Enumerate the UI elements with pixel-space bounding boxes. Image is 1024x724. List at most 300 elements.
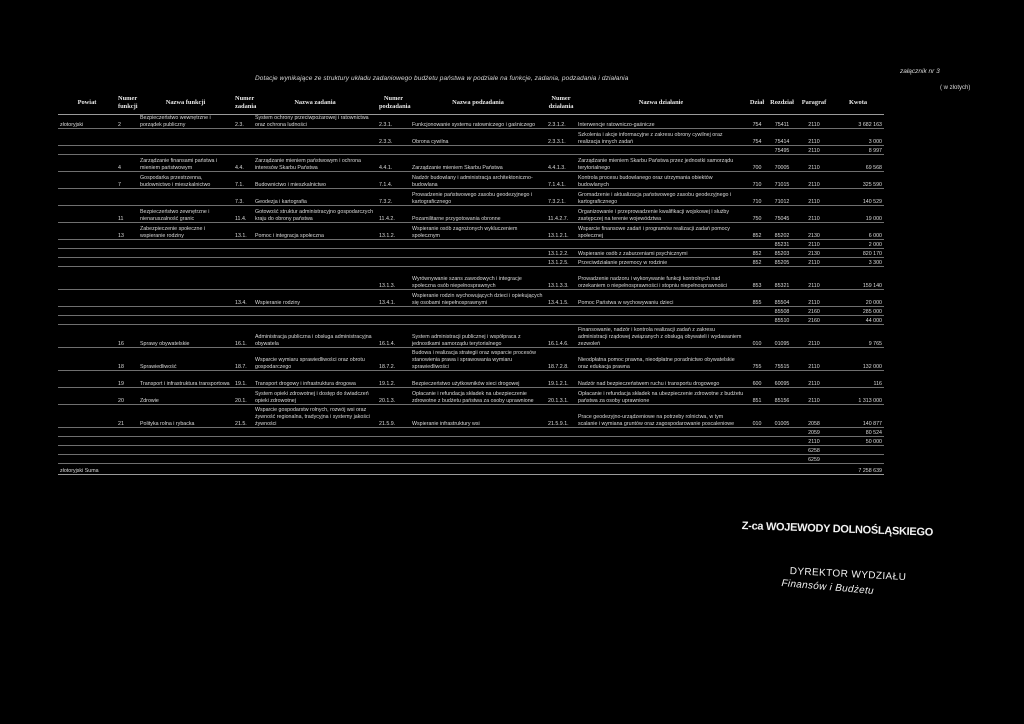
table-cell: 71015 xyxy=(768,172,796,189)
table-row xyxy=(58,206,884,223)
table-cell: 2110 xyxy=(796,172,832,189)
table-cell: 4 xyxy=(116,155,138,172)
table-cell: Wspieranie infrastruktury wsi xyxy=(410,405,546,428)
table-cell xyxy=(768,455,796,464)
table-cell: Wspieranie rodziny xyxy=(253,290,377,307)
table-cell xyxy=(233,307,253,316)
table-row xyxy=(58,129,884,146)
table-cell xyxy=(58,155,116,172)
table-cell: 18.7.2.8. xyxy=(546,348,576,371)
table-cell xyxy=(116,455,138,464)
table-cell: Zarządzanie mieniem Skarbu Państwa przez jednostki samorządu terytorialnego xyxy=(576,155,746,172)
table-cell: 010 xyxy=(746,325,768,348)
header-cell: Nazwa zadania xyxy=(253,92,377,115)
table-cell: 11 xyxy=(116,206,138,223)
table-cell: Nadzór budowlany i administracja architektoniczno-budowlana xyxy=(410,172,546,189)
table-cell xyxy=(58,290,116,307)
table-cell: 20.1.3. xyxy=(377,388,410,405)
table-cell xyxy=(253,249,377,258)
table-cell: 69 568 xyxy=(832,155,884,172)
table-cell xyxy=(746,307,768,316)
table-row xyxy=(58,290,884,307)
table-cell: 21 xyxy=(116,405,138,428)
table-cell: 11.4. xyxy=(233,206,253,223)
table-cell xyxy=(233,316,253,325)
table-cell xyxy=(377,437,410,446)
stamp-line-director: DYREKTOR WYDZIAŁU xyxy=(789,566,907,584)
table-cell: 2130 xyxy=(796,223,832,240)
table-cell xyxy=(233,258,253,267)
table-cell xyxy=(410,455,546,464)
table-cell: Wyrównywanie szans zawodowych i integracje społeczna osób niepełnosprawnych xyxy=(410,267,546,290)
table-cell: Opłacanie i refundacja składek na ubezpieczenie zdrowotne z budżetu państwa za osoby uprawnione xyxy=(410,388,546,405)
table-cell: 85205 xyxy=(768,258,796,267)
table-cell: Zarządzanie finansami państwa i mieniem państwowym xyxy=(138,155,233,172)
table-cell: 1 313 000 xyxy=(832,388,884,405)
table-cell: Nadzór nad bezpieczeństwem ruchu i transportu drogowego xyxy=(576,371,746,388)
document-title: Dotacje wynikające ze struktury układu zadaniowego budżetu państwa w podziale na funkcje, zadania, podzadania i działania xyxy=(255,75,629,82)
table-cell: Wsparcie wymiaru sprawiedliwości oraz obrotu gospodarczego xyxy=(253,348,377,371)
table-row xyxy=(58,455,884,464)
header-cell: Nazwa funkcji xyxy=(138,92,233,115)
table-cell xyxy=(138,307,233,316)
table-cell: 19.1.2. xyxy=(377,371,410,388)
table-cell xyxy=(58,405,116,428)
table-cell xyxy=(410,446,546,455)
table-row xyxy=(58,155,884,172)
table-cell: 20.1.3.1. xyxy=(546,388,576,405)
table-cell: Finansowanie, nadzór i kontrola realizacji zadań z zakresu administracji rządowej związanych z obsługą obywateli i wydawaniem zezwoleń xyxy=(576,325,746,348)
table-cell xyxy=(768,428,796,437)
table-cell: Bezpieczeństwo użytkowników sieci drogowej xyxy=(410,371,546,388)
table-cell: 13.1.2.2. xyxy=(546,249,576,258)
table-row xyxy=(58,325,884,348)
table-cell: 852 xyxy=(746,258,768,267)
table-cell: 7.3.2.1. xyxy=(546,189,576,206)
table-cell xyxy=(576,464,746,475)
table-cell xyxy=(377,316,410,325)
table-cell: 7.1.4. xyxy=(377,172,410,189)
table-cell: 13.4. xyxy=(233,290,253,307)
table-cell xyxy=(546,428,576,437)
table-cell: Gromadzenie i aktualizacja państwowego zasobu geodezyjnego i kartograficznego xyxy=(576,189,746,206)
table-cell: Wsparcie finansowe zadań i programów realizacji zadań pomocy społecznej xyxy=(576,223,746,240)
table-cell: 2110 xyxy=(796,267,832,290)
table-cell: Zdrowie xyxy=(138,388,233,405)
table-cell xyxy=(746,446,768,455)
table-cell xyxy=(377,307,410,316)
table-cell: 4.4.1.3. xyxy=(546,155,576,172)
table-cell: 600 xyxy=(746,371,768,388)
table-cell: 010 xyxy=(746,405,768,428)
table-cell xyxy=(410,464,546,475)
table-cell: Gotowość struktur administracyjno gospodarczych kraju do obrony państwa xyxy=(253,206,377,223)
table-cell: 7.3. xyxy=(233,189,253,206)
table-row xyxy=(58,115,884,129)
table-cell xyxy=(116,428,138,437)
table-cell xyxy=(58,428,116,437)
table-cell: 2160 xyxy=(796,307,832,316)
table-cell xyxy=(377,258,410,267)
table-cell xyxy=(58,206,116,223)
table-cell: Zabezpieczenie społeczne i wspieranie rodziny xyxy=(138,223,233,240)
header-cell: Dział xyxy=(746,92,768,115)
table-cell: 13.4.1. xyxy=(377,290,410,307)
table-cell: Wspieranie rodzin wychowujących dzieci i opiekujących się osobami niepełnosprawnymi xyxy=(410,290,546,307)
header-cell: Powiat xyxy=(58,92,116,115)
table-cell: 18.7. xyxy=(233,348,253,371)
table-cell: Funkcjonowanie systemu ratowniczego i gaśniczego xyxy=(410,115,546,129)
table-cell: 75045 xyxy=(768,206,796,223)
table-cell: 2110 xyxy=(796,388,832,405)
table-cell xyxy=(768,464,796,475)
table-cell: Wsparcie gospodarstw rolnych, rozwój wsi oraz żywność regionalna, tradycyjna i systemy jakości żywności xyxy=(253,405,377,428)
table-cell xyxy=(138,464,233,475)
table-cell xyxy=(253,428,377,437)
table-cell: Nieodpłatna pomoc prawna, nieodpłatne poradnictwo obywatelskie oraz edukacja prawna xyxy=(576,348,746,371)
table-cell xyxy=(768,446,796,455)
table-cell xyxy=(58,129,116,146)
table-cell xyxy=(58,348,116,371)
table-cell: 754 xyxy=(746,129,768,146)
table-row xyxy=(58,428,884,437)
table-cell xyxy=(576,316,746,325)
table-cell: 2 xyxy=(116,115,138,129)
table-cell: 2110 xyxy=(796,371,832,388)
table-cell xyxy=(410,249,546,258)
table-cell: 2110 xyxy=(796,348,832,371)
table-cell xyxy=(116,446,138,455)
table-cell xyxy=(138,146,233,155)
table-cell xyxy=(546,437,576,446)
table-cell xyxy=(138,240,233,249)
table-row xyxy=(58,316,884,325)
table-cell: 21.5. xyxy=(233,405,253,428)
table-cell: 75495 xyxy=(768,146,796,155)
table-cell xyxy=(233,446,253,455)
table-cell: 20.1. xyxy=(233,388,253,405)
table-cell: 19 000 xyxy=(832,206,884,223)
table-cell: 140 529 xyxy=(832,189,884,206)
table-cell: 852 xyxy=(746,249,768,258)
table-cell xyxy=(138,189,233,206)
table-cell xyxy=(138,249,233,258)
table-cell: 7 258 639 xyxy=(832,464,884,475)
table-row xyxy=(58,388,884,405)
table-cell: System opieki zdrowotnej i dostęp do świadczeń opieki zdrowotnej xyxy=(253,388,377,405)
table-cell: 159 140 xyxy=(832,267,884,290)
table-cell: Obrona cywilna xyxy=(410,129,546,146)
table-cell: Zarządzanie mieniem państwowym i ochrona interesów Skarbu Państwa xyxy=(253,155,377,172)
table-cell: Transport i infrastruktura transportowa xyxy=(138,371,233,388)
table-row xyxy=(58,172,884,189)
table-cell xyxy=(377,240,410,249)
table-cell: 11.4.2. xyxy=(377,206,410,223)
table-cell: 13.1. xyxy=(233,223,253,240)
table-cell: 2110 xyxy=(796,437,832,446)
table-cell: 2.3.1. xyxy=(377,115,410,129)
table-cell xyxy=(410,258,546,267)
table-cell: 700 xyxy=(746,155,768,172)
table-cell xyxy=(233,129,253,146)
table-cell xyxy=(576,307,746,316)
table-cell xyxy=(546,240,576,249)
table-cell: 2110 xyxy=(796,206,832,223)
table-row xyxy=(58,146,884,155)
table-cell: System ochrony przeciwpożarowej i ratownictwa oraz ochrona ludności xyxy=(253,115,377,129)
table-cell xyxy=(116,464,138,475)
table-cell: 285 000 xyxy=(832,307,884,316)
table-cell: 116 xyxy=(832,371,884,388)
table-cell: 19.1. xyxy=(233,371,253,388)
table-cell xyxy=(546,316,576,325)
table-cell xyxy=(233,240,253,249)
table-cell: 132 000 xyxy=(832,348,884,371)
table-cell: Administracja publiczna i obsługa administracyjna obywatela xyxy=(253,325,377,348)
grants-table xyxy=(58,92,884,475)
table-cell: Prowadzenie nadzoru i wykonywanie funkcji kontrolnych nad orzekaniem o niepełnosprawności i stopniu niepełnosprawności xyxy=(576,267,746,290)
table-cell xyxy=(58,223,116,240)
table-cell xyxy=(746,428,768,437)
table-cell xyxy=(377,146,410,155)
table-cell xyxy=(410,307,546,316)
table-cell: 3 682 163 xyxy=(832,115,884,129)
table-cell: 85321 xyxy=(768,267,796,290)
table-cell: Bezpieczeństwo zewnętrzne i nienaruszalność granic xyxy=(138,206,233,223)
table-cell: 3 300 xyxy=(832,258,884,267)
table-cell: 2160 xyxy=(796,316,832,325)
table-row xyxy=(58,446,884,455)
table-cell xyxy=(116,240,138,249)
table-cell xyxy=(58,437,116,446)
table-cell: 18.7.2. xyxy=(377,348,410,371)
table-cell: 75414 xyxy=(768,129,796,146)
table-cell: 140 877 xyxy=(832,405,884,428)
table-cell: 71012 xyxy=(768,189,796,206)
table-cell: Szkolenia i akcje informacyjne z zakresu obrony cywilnej oraz realizacja innych zadań xyxy=(576,129,746,146)
table-cell: Pomoc Państwa w wychowywaniu dzieci xyxy=(576,290,746,307)
table-cell xyxy=(58,267,116,290)
table-cell: 754 xyxy=(746,115,768,129)
table-cell xyxy=(253,316,377,325)
table-cell xyxy=(138,258,233,267)
table-cell xyxy=(746,146,768,155)
table-cell xyxy=(253,240,377,249)
table-cell xyxy=(116,189,138,206)
table-cell: Gospodarka przestrzenna, budownictwo i mieszkalnictwo xyxy=(138,172,233,189)
table-row xyxy=(58,258,884,267)
table-cell: Interwencje ratowniczo-gaśnicze xyxy=(576,115,746,129)
table-cell: 2110 xyxy=(796,146,832,155)
table-cell xyxy=(138,437,233,446)
table-cell xyxy=(546,464,576,475)
table-cell: 21.5.9.1. xyxy=(546,405,576,428)
table-cell xyxy=(233,455,253,464)
header-cell: Numer zadania xyxy=(233,92,253,115)
header-cell: Numer działania xyxy=(546,92,576,115)
table-cell: 13.1.2.5. xyxy=(546,258,576,267)
table-row xyxy=(58,437,884,446)
table-cell xyxy=(138,290,233,307)
table-cell: 11.4.2.7. xyxy=(546,206,576,223)
table-cell xyxy=(253,129,377,146)
header-cell: Numer podzadania xyxy=(377,92,410,115)
table-cell xyxy=(576,240,746,249)
table-cell xyxy=(116,290,138,307)
table-cell: System administracji publicznej i współpraca z jednostkami samorządu terytorialnego xyxy=(410,325,546,348)
table-cell: Pomoc i integracja społeczna xyxy=(253,223,377,240)
table-cell: 85510 xyxy=(768,316,796,325)
table-cell xyxy=(138,316,233,325)
table-cell: 19 xyxy=(116,371,138,388)
table-cell xyxy=(58,258,116,267)
table-cell xyxy=(253,146,377,155)
table-cell: 60095 xyxy=(768,371,796,388)
table-cell: 85504 xyxy=(768,290,796,307)
header-cell: Rozdział xyxy=(768,92,796,115)
table-cell xyxy=(410,428,546,437)
table-cell xyxy=(58,249,116,258)
table-cell: 853 xyxy=(746,267,768,290)
table-cell: 852 xyxy=(746,223,768,240)
table-cell: 6258 xyxy=(796,446,832,455)
table-cell: 44 000 xyxy=(832,316,884,325)
table-cell: 9 765 xyxy=(832,325,884,348)
table-cell: 2058 xyxy=(796,405,832,428)
table-cell: 18 xyxy=(116,348,138,371)
table-cell: 325 590 xyxy=(832,172,884,189)
table-cell xyxy=(253,307,377,316)
table-cell xyxy=(377,446,410,455)
table-cell: 20 000 xyxy=(832,290,884,307)
table-cell: 750 xyxy=(746,206,768,223)
table-cell xyxy=(116,146,138,155)
table-cell xyxy=(576,428,746,437)
table-cell: Wspieranie osób z zaburzeniami psychicznymi xyxy=(576,249,746,258)
table-cell xyxy=(58,325,116,348)
table-cell xyxy=(58,189,116,206)
table-row xyxy=(58,307,884,316)
table-cell xyxy=(116,307,138,316)
table-cell xyxy=(253,437,377,446)
table-row xyxy=(58,464,884,475)
stamp-line-deputy: Z-ca WOJEWODY DOLNOŚLĄSKIEGO xyxy=(741,520,934,539)
table-cell: 85202 xyxy=(768,223,796,240)
table-cell: Budowa i realizacja strategii oraz wsparcie procesów stanowienia prawa i sprawowania wymiaru sprawiedliwości xyxy=(410,348,546,371)
header-cell: Nazwa działanie xyxy=(576,92,746,115)
table-cell: Budownictwo i mieszkalnictwo xyxy=(253,172,377,189)
table-cell: 50 000 xyxy=(832,437,884,446)
table-cell: 13 xyxy=(116,223,138,240)
table-cell: 4.4. xyxy=(233,155,253,172)
table-cell: 7 xyxy=(116,172,138,189)
table-cell: 16 xyxy=(116,325,138,348)
table-cell xyxy=(576,446,746,455)
table-cell xyxy=(58,388,116,405)
table-cell xyxy=(546,307,576,316)
table-cell: 7.1. xyxy=(233,172,253,189)
table-row xyxy=(58,348,884,371)
table-cell: Kontrola procesu budowlanego oraz utrzymania obiektów budowlanych xyxy=(576,172,746,189)
table-cell xyxy=(58,307,116,316)
table-cell xyxy=(377,464,410,475)
table-cell xyxy=(233,146,253,155)
table-cell: 2.3.1.2. xyxy=(546,115,576,129)
table-cell: 2059 xyxy=(796,428,832,437)
table-cell: złotoryjski xyxy=(58,115,116,129)
table-cell: 7.1.4.1. xyxy=(546,172,576,189)
table-cell: 85203 xyxy=(768,249,796,258)
table-cell: 13.1.3. xyxy=(377,267,410,290)
table-cell: Bezpieczeństwo wewnętrzne i porządek publiczny xyxy=(138,115,233,129)
table-cell xyxy=(746,455,768,464)
table-cell xyxy=(796,464,832,475)
table-cell xyxy=(253,446,377,455)
table-cell: 855 xyxy=(746,290,768,307)
table-cell: 20 xyxy=(116,388,138,405)
table-cell xyxy=(576,437,746,446)
table-cell xyxy=(138,428,233,437)
table-cell: 6259 xyxy=(796,455,832,464)
table-cell xyxy=(746,240,768,249)
table-cell xyxy=(233,428,253,437)
table-row xyxy=(58,240,884,249)
table-cell: 16.1. xyxy=(233,325,253,348)
header-row xyxy=(58,92,884,115)
table-cell xyxy=(253,267,377,290)
table-cell: 8 997 xyxy=(832,146,884,155)
table-cell xyxy=(58,316,116,325)
table-cell xyxy=(546,446,576,455)
table-cell: Transport drogowy i infrastruktura drogowa xyxy=(253,371,377,388)
table-cell: 16.1.4. xyxy=(377,325,410,348)
table-cell: Pozamilitarne przygotowania obronne xyxy=(410,206,546,223)
table-cell: 19.1.2.1. xyxy=(546,371,576,388)
table-cell xyxy=(410,240,546,249)
header-cell: Nazwa podzadania xyxy=(410,92,546,115)
table-cell xyxy=(832,446,884,455)
table-cell: 2110 xyxy=(796,258,832,267)
table-cell: złotoryjski Suma xyxy=(58,464,116,475)
table-cell: 710 xyxy=(746,189,768,206)
table-cell xyxy=(233,464,253,475)
header-cell: Kwota xyxy=(832,92,884,115)
table-cell: 2110 xyxy=(796,240,832,249)
table-cell: 851 xyxy=(746,388,768,405)
table-cell: 75515 xyxy=(768,348,796,371)
table-cell: 13.1.2.1. xyxy=(546,223,576,240)
table-cell xyxy=(768,437,796,446)
table-cell: 2110 xyxy=(796,325,832,348)
table-cell: 01005 xyxy=(768,405,796,428)
table-cell xyxy=(116,258,138,267)
table-cell xyxy=(58,172,116,189)
currency-note: ( w złotych) xyxy=(940,85,971,91)
table-cell: Opłacanie i refundacja składek na ubezpieczenie zdrowotne z budżetu państwa za osoby uprawnione xyxy=(576,388,746,405)
table-cell: 3 000 xyxy=(832,129,884,146)
table-cell xyxy=(233,267,253,290)
table-cell: 13.1.2. xyxy=(377,223,410,240)
table-cell: 6 000 xyxy=(832,223,884,240)
table-cell: 85156 xyxy=(768,388,796,405)
table-cell: Prace geodezyjno-urządzeniowe na potrzeby rolnictwa, w tym scalanie i wymiana gruntów oraz zagospodarowanie poscaleniowe xyxy=(576,405,746,428)
table-row xyxy=(58,223,884,240)
table-cell: 4.4.1. xyxy=(377,155,410,172)
table-cell: 85508 xyxy=(768,307,796,316)
table-cell: 2.3.3. xyxy=(377,129,410,146)
table-cell xyxy=(233,249,253,258)
table-cell xyxy=(377,455,410,464)
